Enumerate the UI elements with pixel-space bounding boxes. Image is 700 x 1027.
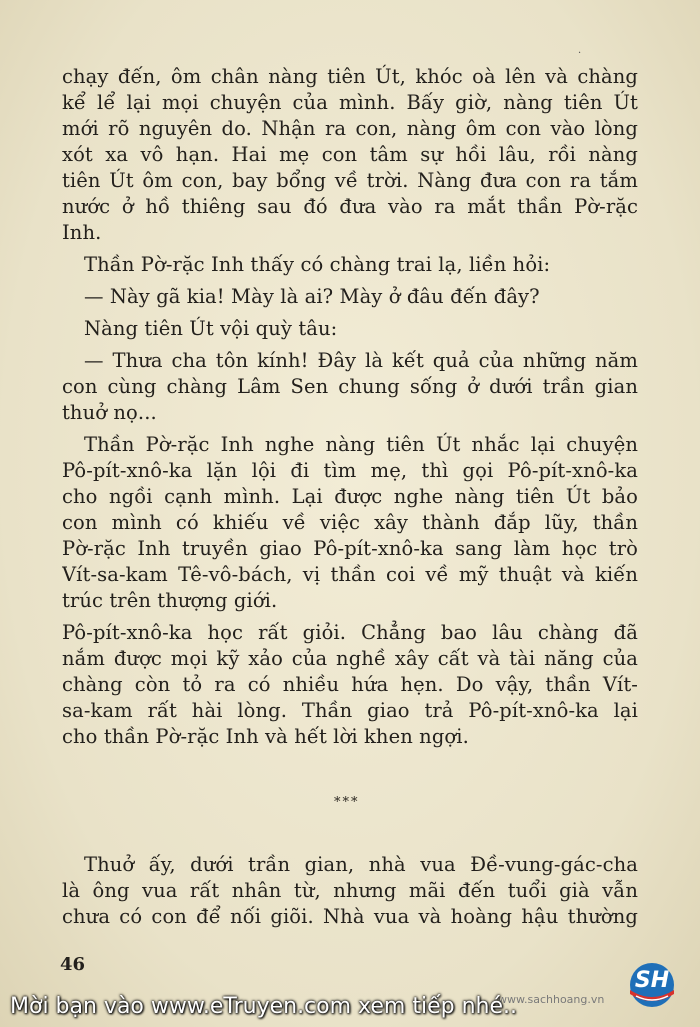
publisher-site-text: www.sachhoang.vn — [498, 993, 605, 1006]
text-line: thuở nọ... — [62, 401, 157, 424]
publisher-logo-icon — [622, 960, 682, 1010]
dialogue-line: — Này gã kia! Mày là ai? Mày ở đâu đến đây? — [84, 285, 540, 308]
text-line: Thuở ấy, dưới trần gian, nhà vua Đề-vung-gác-cha — [84, 853, 638, 876]
section-separator — [330, 792, 370, 816]
text-line: tiên Út ôm con, bay bổng về trời. Nàng đưa con ra tắm — [62, 169, 638, 192]
text-line: nước ở hồ thiêng sau đó đưa vào ra mắt thần Pờ-rặc — [62, 195, 638, 218]
text-line: Pờ-rặc Inh truyền giao Pô-pít-xnô-ka sang làm học trò — [62, 537, 638, 560]
footer-banner-link[interactable]: Mời bạn vào www.eTruyen.com xem tiếp nhé.. — [10, 994, 517, 1019]
page-number: 46 — [60, 954, 86, 975]
text-line: chàng còn tỏ ra có nhiều hứa hẹn. Do vậy, thần Vít- — [62, 673, 638, 696]
text-line: xót xa vô hạn. Hai mẹ con tâm sự hồi lâu, rồi nàng — [62, 143, 638, 166]
text-line: Thần Pờ-rặc Inh nghe nàng tiên Út nhắc lại chuyện — [84, 433, 638, 456]
main-text — [62, 64, 638, 750]
text-line: Vít-sa-kam Tê-vô-bách, vị thần coi về mỹ thuật và kiến — [62, 563, 638, 586]
text-line: Pô-pít-xnô-ka học rất giỏi. Chẳng bao lâu chàng đã — [62, 621, 638, 644]
text-line: chưa có con để nối giõi. Nhà vua và hoàng hậu thường — [62, 905, 638, 928]
text-line: con mình có khiếu về việc xây thành đắp lũy, thần — [62, 511, 638, 534]
text-line: chạy đến, ôm chân nàng tiên Út, khóc oà lên và chàng — [62, 65, 638, 88]
dialogue-line: — Thưa cha tôn kính! Đây là kết quả của những năm — [84, 349, 638, 372]
text-line: là ông vua rất nhân từ, nhưng mãi đến tuổi già vẫn — [62, 879, 638, 902]
text-line: trúc trên thượng giới. — [62, 589, 278, 612]
text-line: Pô-pít-xnô-ka lặn lội đi tìm mẹ, thì gọi Pô-pít-xnô-ka — [62, 459, 638, 482]
text-line: sa-kam rất hài lòng. Thần giao trả Pô-pít-xnô-ka lại — [62, 699, 638, 722]
text-line: Nàng tiên Út vội quỳ tâu: — [84, 317, 338, 340]
text-line: nắm được mọi kỹ xảo của nghề xây cất và tài năng của — [62, 647, 638, 670]
text-line: cho thần Pờ-rặc Inh và hết lời khen ngợi. — [62, 725, 469, 748]
text-line: cho ngồi cạnh mình. Lại được nghe nàng tiên Út bảo — [62, 485, 638, 508]
text-line: kể lể lại mọi chuyện của mình. Bấy giờ, nàng tiên Út — [62, 91, 638, 114]
page-speck: · — [578, 48, 582, 59]
text-line: Inh. — [62, 221, 102, 244]
logo-text: SH — [634, 968, 670, 993]
text-line: con cùng chàng Lâm Sen chung sống ở dưới trần gian — [62, 375, 638, 398]
text-line: mới rõ nguyên do. Nhận ra con, nàng ôm con vào lòng — [62, 117, 638, 140]
separator-stars: *** — [334, 795, 360, 810]
text-line: Thần Pờ-rặc Inh thấy có chàng trai lạ, liền hỏi: — [84, 253, 551, 276]
closing-text — [62, 852, 638, 930]
